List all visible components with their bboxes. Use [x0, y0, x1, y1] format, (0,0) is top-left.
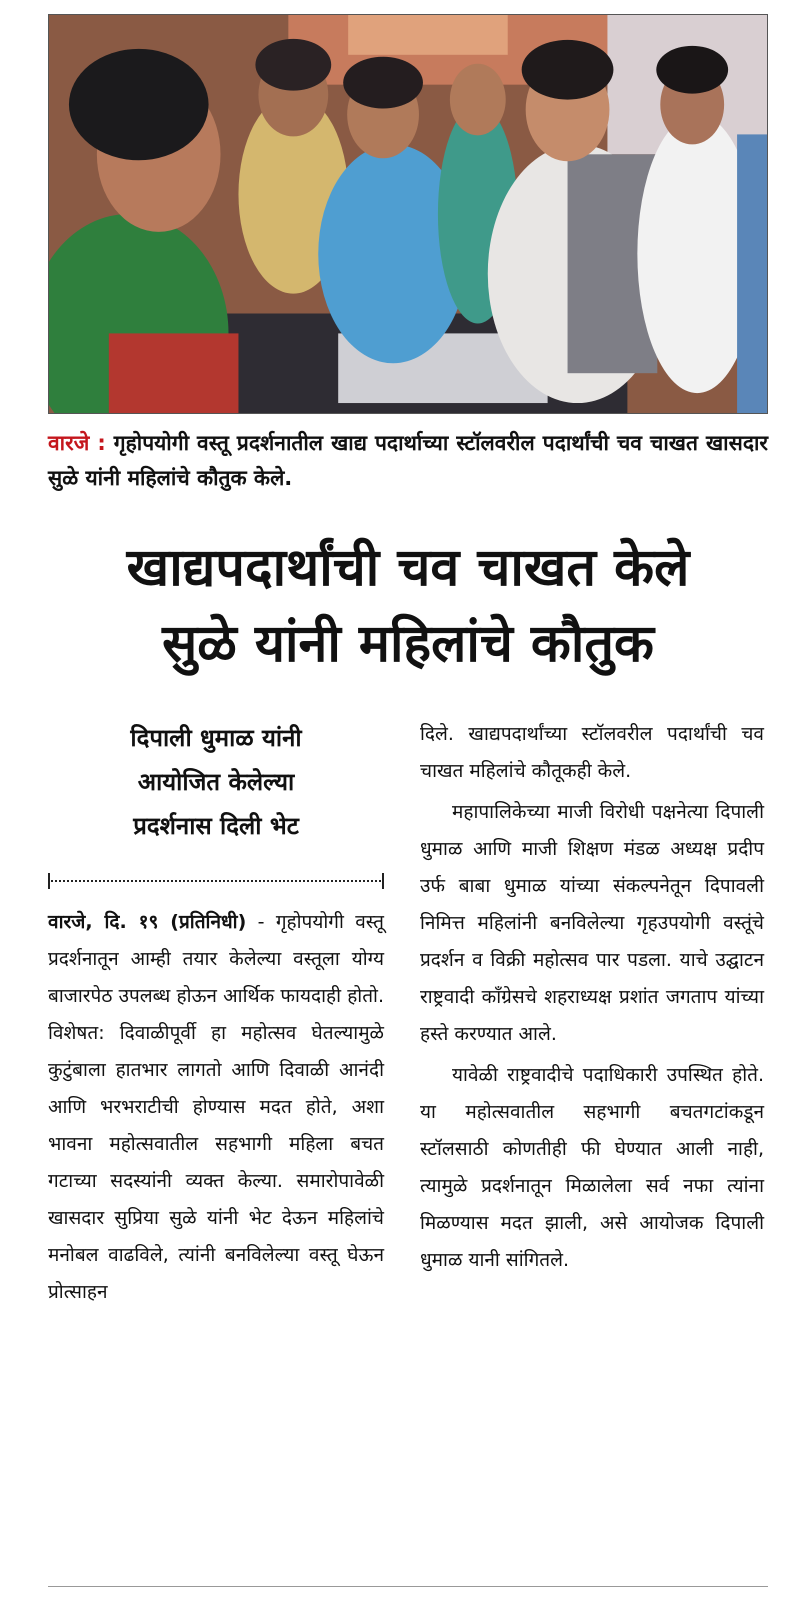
subhead-line-2: आयोजित केलेल्या [137, 768, 295, 796]
article-column-right [420, 716, 764, 1279]
photo-caption [48, 426, 768, 496]
caption-place: वारजे : [48, 431, 106, 455]
subheadline [48, 716, 384, 848]
article-paragraph-2: महापालिकेच्या माजी विरोधी पक्षनेत्या दिपाली धुमाळ आणि माजी शिक्षण मंडळ अध्यक्ष प्रदीप उर्फ बाबा धुमाळ यांच्या संकल्पनेतून दिपावली निमित्त महिलांनी बनविलेल्या गृहउपयोगी वस्तूंचे प्रदर्शन व विक्री महोत्सव पार पडला. याचे उद्घाटन राष्ट्रवादी काँग्रेसचे शहराध्यक्ष प्रशांत जगताप यांच्या हस्ते करण्यात आले. [420, 801, 764, 1045]
dateline: वारजे, दि. १९ (प्रतिनिधी) [48, 911, 247, 933]
article-column-left [48, 904, 384, 1311]
subhead-line-1: दिपाली धुमाळ यांनी [130, 724, 302, 752]
subhead-line-3: प्रदर्शनास दिली भेट [133, 812, 299, 840]
bottom-divider [48, 1586, 768, 1587]
article-body-left: - गृहोपयोगी वस्तू प्रदर्शनातून आम्ही तयार केलेल्या वस्तूला योग्य बाजारपेठ उपलब्ध होऊन आर्थिक फायदाही होतो. विशेषत: दिवाळीपूर्वी हा महोत्सव घेतल्यामुळे कुटुंबाला हातभार लागतो आणि दिवाळी आनंदी आणि भरभराटीची होण्यास मदत होते, अशा भावना महोत्सवातील सहभागी महिला बचत गटाच्या सदस्यांनी व्यक्त केल्या. समारोपावेळी खासदार सुप्रिया सुळे यांनी भेट देऊन महिलांचे मनोबल वाढविले, त्यांनी बनविलेल्या वस्तू घेऊन प्रोत्साहन [48, 911, 384, 1303]
dotted-divider [48, 880, 384, 882]
headline-line-1: खाद्यपदार्थांची चव चाखत केले [126, 538, 690, 598]
caption-text: गृहोपयोगी वस्तू प्रदर्शनातील खाद्य पदार्थाच्या स्टॉलवरील पदार्थांची चव चाखत खासदार सुळे यांनी महिलांचे कौतुक केले. [48, 431, 768, 490]
headline [40, 530, 776, 682]
news-photo [48, 14, 768, 414]
article-paragraph-1: दिले. खाद्यपदार्थांच्या स्टॉलवरील पदार्थांची चव चाखत महिलांचे कौतूकही केले. [420, 723, 764, 782]
headline-line-2: सुळे यांनी महिलांचे कौतुक [162, 614, 654, 674]
photo-illustration [49, 15, 767, 413]
article-paragraph-3: यावेळी राष्ट्रवादीचे पदाधिकारी उपस्थित होते. या महोत्सवातील सहभागी बचतगटांकडून स्टॉलसाठी कोणतीही फी घेण्यात आली नाही, त्यामुळे प्रदर्शनातून मिळालेला सर्व नफा त्यांना मिळण्यास मदत झाली, असे आयोजक दिपाली धुमाळ यानी सांगितले. [420, 1064, 764, 1271]
